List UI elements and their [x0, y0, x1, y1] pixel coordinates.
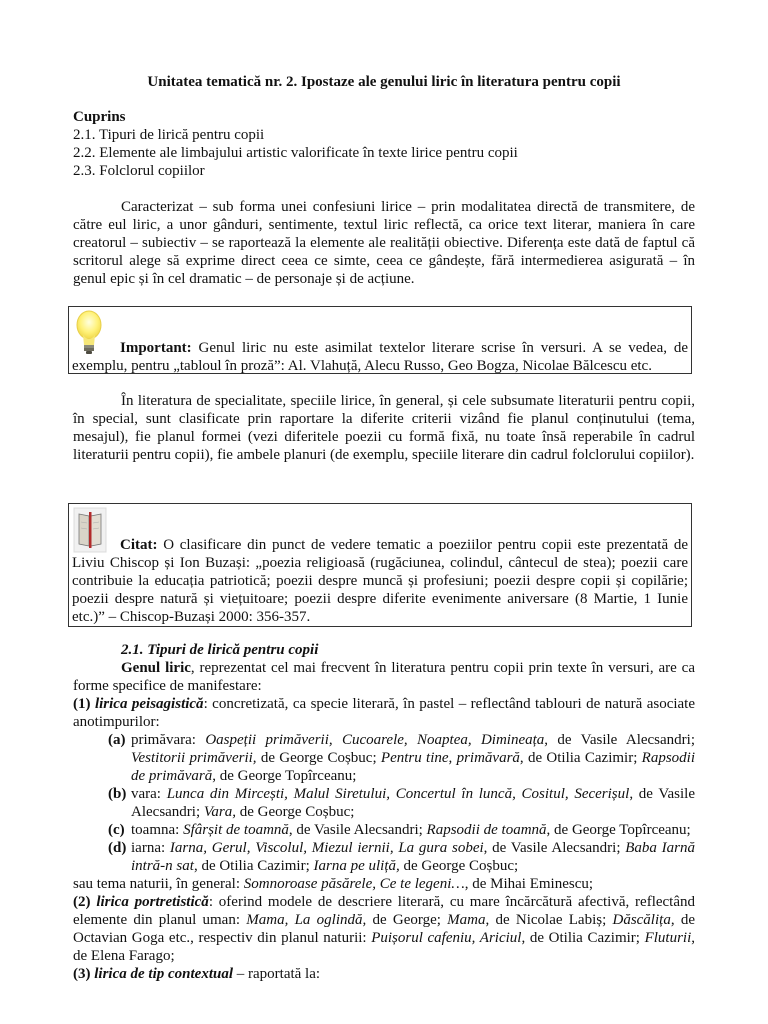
citat-box [68, 503, 692, 627]
general-nature-lead: sau tema naturii, în general: [73, 876, 244, 892]
work-title: Iarna, Gerul, Viscolul, Miezul iernii, La gura sobei [169, 840, 484, 856]
citat-text-rest: Liviu Chiscop și Ion Buzași: „poezia religioasă (rugăciunea, colindul, cântecul de stea); poezii care contribuie la educația patriotică; poezii despre muncă și profesiuni; poezii despre copii și copilărie; poezii despre natură și viețuitoare; poezii despre diferite evenimente aniversare (8 Martie, 1 Iunie etc.)” – Chiscop-Buzași 2000: 356-357. [72, 555, 688, 625]
seasons-list [73, 731, 695, 875]
text-run: de George Coșbuc; [235, 804, 355, 820]
season-marker: (b) [108, 786, 127, 802]
section-2-1 [73, 641, 695, 983]
genul-liric-text: , reprezentat cel mai frecvent în literatura pentru copii prin texte în versuri, are ca forme specifice de manifestare: [73, 660, 695, 694]
type-3-desc: – raportată la: [233, 966, 321, 982]
season-marker: (a) [108, 732, 126, 748]
book-icon [72, 506, 114, 554]
text-run: , de Vasile Alecsandri; [288, 822, 427, 838]
type-2-number: (2) [73, 894, 91, 910]
type-1-name: lirica peisagistică [94, 696, 204, 712]
type-3-name: lirica de tip contextual [94, 966, 233, 982]
intro-paragraph: Caracterizat – sub forma unei confesiuni lirice – prin modalitatea directă de transmitere, de către eul liric, a unor gânduri, sentimente, textul liric reflectă, ca orice text literar, maniera în care creatorul – subiectiv – se raportează la elemente ale realității obiective. Diferența este dată de faptul că scritorul alege să exprime direct ceea ce simte, ceea ce gândește, fără intermedierea asigurată – în genul epic și în cel dramatic – de personaje și de acțiune. [73, 199, 695, 287]
work-title: Rapsodii de primăvară [131, 750, 695, 784]
season-marker: (d) [108, 840, 127, 856]
table-of-contents [73, 108, 695, 180]
work-title: Vara, [203, 804, 236, 820]
text-run: : oferind modele de descriere literară, cu mare încărcătură afectivă, reflectând elemente din planul uman: [73, 894, 695, 928]
work-title: Oaspeții primăverii, Cucoarele, Noaptea, Dimineața [205, 732, 545, 748]
text-run: de George; [366, 912, 448, 928]
work-title: Lunca din Mircești, Malul Siretului, Concertul în luncă, Cositul, Secerișul [166, 786, 630, 802]
type-2-name: lirica portretistică [96, 894, 209, 910]
text-run: , de George Topîrceanu; [212, 768, 357, 784]
general-nature-author: , de Mihai Eminescu; [464, 876, 594, 892]
season-body [131, 731, 695, 785]
general-nature-line [73, 875, 695, 893]
season-marker: (c) [108, 822, 125, 838]
season-name: primăvara: [131, 732, 206, 748]
text-run: , de Vasile Alecsandri; [483, 840, 626, 856]
season-item [108, 731, 695, 785]
season-name: vara: [131, 786, 167, 802]
important-label: Important: [120, 340, 192, 356]
work-title: Baba Iarnă intră-n sat [131, 840, 696, 874]
genul-liric-paragraph [73, 659, 695, 695]
season-body [131, 839, 695, 875]
text-run: de George Coșbuc; [399, 858, 519, 874]
work-title: Dăscălița [612, 912, 671, 928]
work-title: Sfârșit de toamnă [183, 822, 289, 838]
type-3-paragraph [73, 965, 695, 983]
important-box [68, 306, 692, 374]
text-run: , de Vasile Alecsandri; [131, 786, 696, 820]
work-title: Mama, La oglindă, [246, 912, 367, 928]
season-item [108, 785, 695, 821]
work-title: Puișorul cafeniu, Ariciul [371, 930, 522, 946]
type-3-number: (3) [73, 966, 91, 982]
type-1-desc: : concretizată, ca specie literară, în pastel – reflectând tablouri de natură asociate anotimpurilor: [73, 696, 695, 730]
text-run: , de Elena Farago; [73, 930, 695, 964]
season-body [131, 821, 695, 839]
work-title: Vestitorii primăverii, [131, 750, 257, 766]
text-run: de George Coșbuc; [256, 750, 381, 766]
important-text-line1: Genul liric nu este asimilat textelor literare scrise în versuri. A se vedea, de [191, 340, 688, 356]
type-1-paragraph [73, 695, 695, 731]
general-nature-works: Somnoroase păsărele, Ce te legeni… [243, 876, 465, 892]
lightbulb-icon [72, 309, 114, 357]
work-title: Fluturii [644, 930, 692, 946]
text-run: , de Otilia Cazimir; [521, 930, 645, 946]
season-body [131, 785, 695, 821]
season-name: toamna: [131, 822, 184, 838]
toc-item: 2.1. Tipuri de lirică pentru copii [73, 127, 265, 143]
work-title: Mama [447, 912, 486, 928]
toc-item: 2.3. Folclorul copiilor [73, 163, 205, 179]
type-2-paragraph [73, 893, 695, 965]
type-1-number: (1) [73, 696, 91, 712]
text-run: , de George Topîrceanu; [546, 822, 691, 838]
important-text-rest: exemplu, pentru „tabloul în proză”: Al. Vlahuță, Alecu Russo, Geo Bogza, Nicolae Bălcescu etc. [72, 358, 652, 374]
citat-text-line1: O clasificare din punct de vedere tematic a poeziilor pentru copii este prezentată de [157, 537, 688, 553]
text-run: , de Otilia Cazimir; [193, 858, 314, 874]
section-heading: 2.1. Tipuri de lirică pentru copii [121, 642, 319, 658]
season-name: iarna: [131, 840, 170, 856]
season-item [108, 821, 695, 839]
classification-paragraph: În literatura de specialitate, speciile lirice, în general, și cele subsumate literaturii pentru copii, în special, sunt clasificate prin raportare la diferite criterii vizând fie planul conținutului (tema, mesajul), fie planul formei (vezi diferitele poezii cu formă fixă, nu toate însă reperabile în cadrul literaturii pentru copii), fie ambele planuri (de exemplu, speciile literare din cadrul folclorului copiilor). [73, 393, 695, 463]
document-title: Unitatea tematică nr. 2. Ipostaze ale genului liric în literatura pentru copii [147, 74, 621, 90]
work-title: Rapsodii de toamnă [426, 822, 547, 838]
citat-label: Citat: [120, 537, 158, 553]
text-run: , de Nicolae Labiș; [485, 912, 613, 928]
genul-liric-term: Genul liric [121, 660, 191, 676]
season-item [108, 839, 695, 875]
toc-item: 2.2. Elemente ale limbajului artistic valorificate în texte lirice pentru copii [73, 145, 518, 161]
text-run: , de Octavian Goga etc., respectiv din planul naturii: [73, 912, 695, 946]
work-title: Iarna pe uliță, [313, 858, 400, 874]
text-run: , de Vasile Alecsandri; [544, 732, 695, 748]
text-run: , de Otilia Cazimir; [519, 750, 642, 766]
toc-heading: Cuprins [73, 109, 126, 125]
work-title: Pentru tine, primăvară [380, 750, 520, 766]
